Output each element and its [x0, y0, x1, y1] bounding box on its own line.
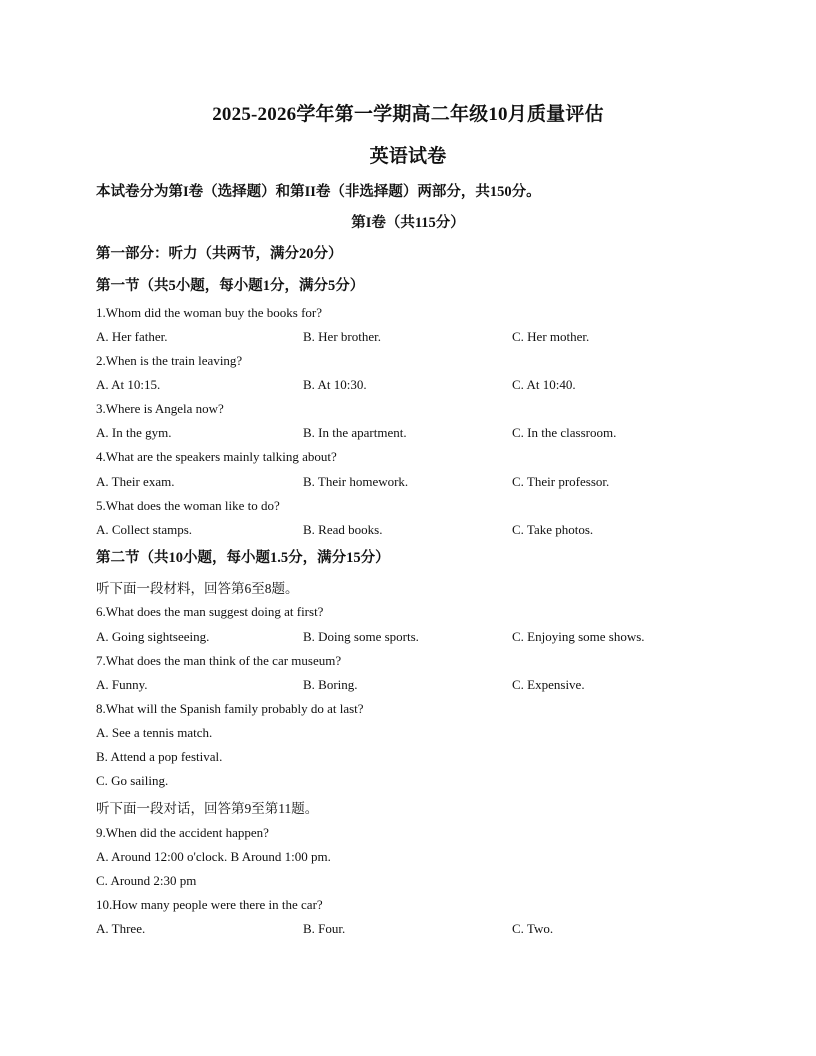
q4-option-b: B. Their homework. — [303, 474, 409, 489]
q1-option-c: C. Her mother. — [512, 329, 590, 344]
question-6: 6.What does the man suggest doing at first? — [96, 604, 324, 619]
question-2: 2.When is the train leaving? — [96, 353, 243, 368]
q1-option-a: A. Her father. — [96, 329, 168, 344]
q1-option-b: B. Her brother. — [303, 329, 381, 344]
exam-intro: 本试卷分为第I卷（选择题）和第II卷（非选择题）两部分，共150分。 — [96, 184, 541, 200]
section-two-heading: 第二节（共10小题，每小题1.5分，满分15分） — [96, 550, 390, 566]
question-5: 5.What does the woman like to do? — [96, 498, 280, 513]
q4-option-c: C. Their professor. — [512, 474, 610, 489]
q7-option-c: C. Expensive. — [512, 677, 585, 692]
q2-option-b: B. At 10:30. — [303, 377, 367, 392]
q8-option-b: B. Attend a pop festival. — [96, 749, 223, 764]
q2-option-c: C. At 10:40. — [512, 377, 576, 392]
question-8: 8.What will the Spanish family probably do at last? — [96, 701, 364, 716]
q3-option-a: A. In the gym. — [96, 425, 172, 440]
question-10: 10.How many people were there in the car? — [96, 897, 323, 912]
question-4: 4.What are the speakers mainly talking about? — [96, 449, 337, 464]
q3-option-c: C. In the classroom. — [512, 425, 617, 440]
q8-option-c: C. Go sailing. — [96, 773, 169, 788]
q6-option-b: B. Doing some sports. — [303, 629, 419, 644]
question-7: 7.What does the man think of the car museum? — [96, 653, 342, 668]
q8-option-a: A. See a tennis match. — [96, 725, 213, 740]
instruction-9-11: 听下面一段对话，回答第9至第11题。 — [96, 801, 319, 816]
question-3: 3.Where is Angela now? — [96, 401, 224, 416]
q9-option-c: C. Around 2:30 pm — [96, 873, 197, 888]
q5-option-a: A. Collect stamps. — [96, 522, 193, 537]
q7-option-b: B. Boring. — [303, 677, 358, 692]
q10-option-b: B. Four. — [303, 921, 346, 936]
q2-option-a: A. At 10:15. — [96, 377, 161, 392]
volume-heading: 第I卷（共115分） — [351, 215, 465, 231]
question-9: 9.When did the accident happen? — [96, 825, 269, 840]
exam-subtitle: 英语试卷 — [369, 146, 447, 167]
q9-options-ab: A. Around 12:00 o'clock. B Around 1:00 pm. — [96, 849, 331, 864]
question-1: 1.Whom did the woman buy the books for? — [96, 305, 323, 320]
q10-option-a: A. Three. — [96, 921, 146, 936]
q5-option-b: B. Read books. — [303, 522, 383, 537]
q10-option-c: C. Two. — [512, 921, 554, 936]
q6-option-a: A. Going sightseeing. — [96, 629, 210, 644]
exam-title: 2025-2026学年第一学期高二年级10月质量评估 — [212, 104, 604, 125]
q5-option-c: C. Take photos. — [512, 522, 594, 537]
q4-option-a: A. Their exam. — [96, 474, 175, 489]
q3-option-b: B. In the apartment. — [303, 425, 407, 440]
section-one-heading: 第一节（共5小题，每小题1分，满分5分） — [96, 278, 365, 294]
q6-option-c: C. Enjoying some shows. — [512, 629, 645, 644]
part-heading: 第一部分：听力（共两节，满分20分） — [96, 246, 343, 262]
q7-option-a: A. Funny. — [96, 677, 148, 692]
instruction-6-8: 听下面一段材料，回答第6至8题。 — [96, 581, 299, 596]
